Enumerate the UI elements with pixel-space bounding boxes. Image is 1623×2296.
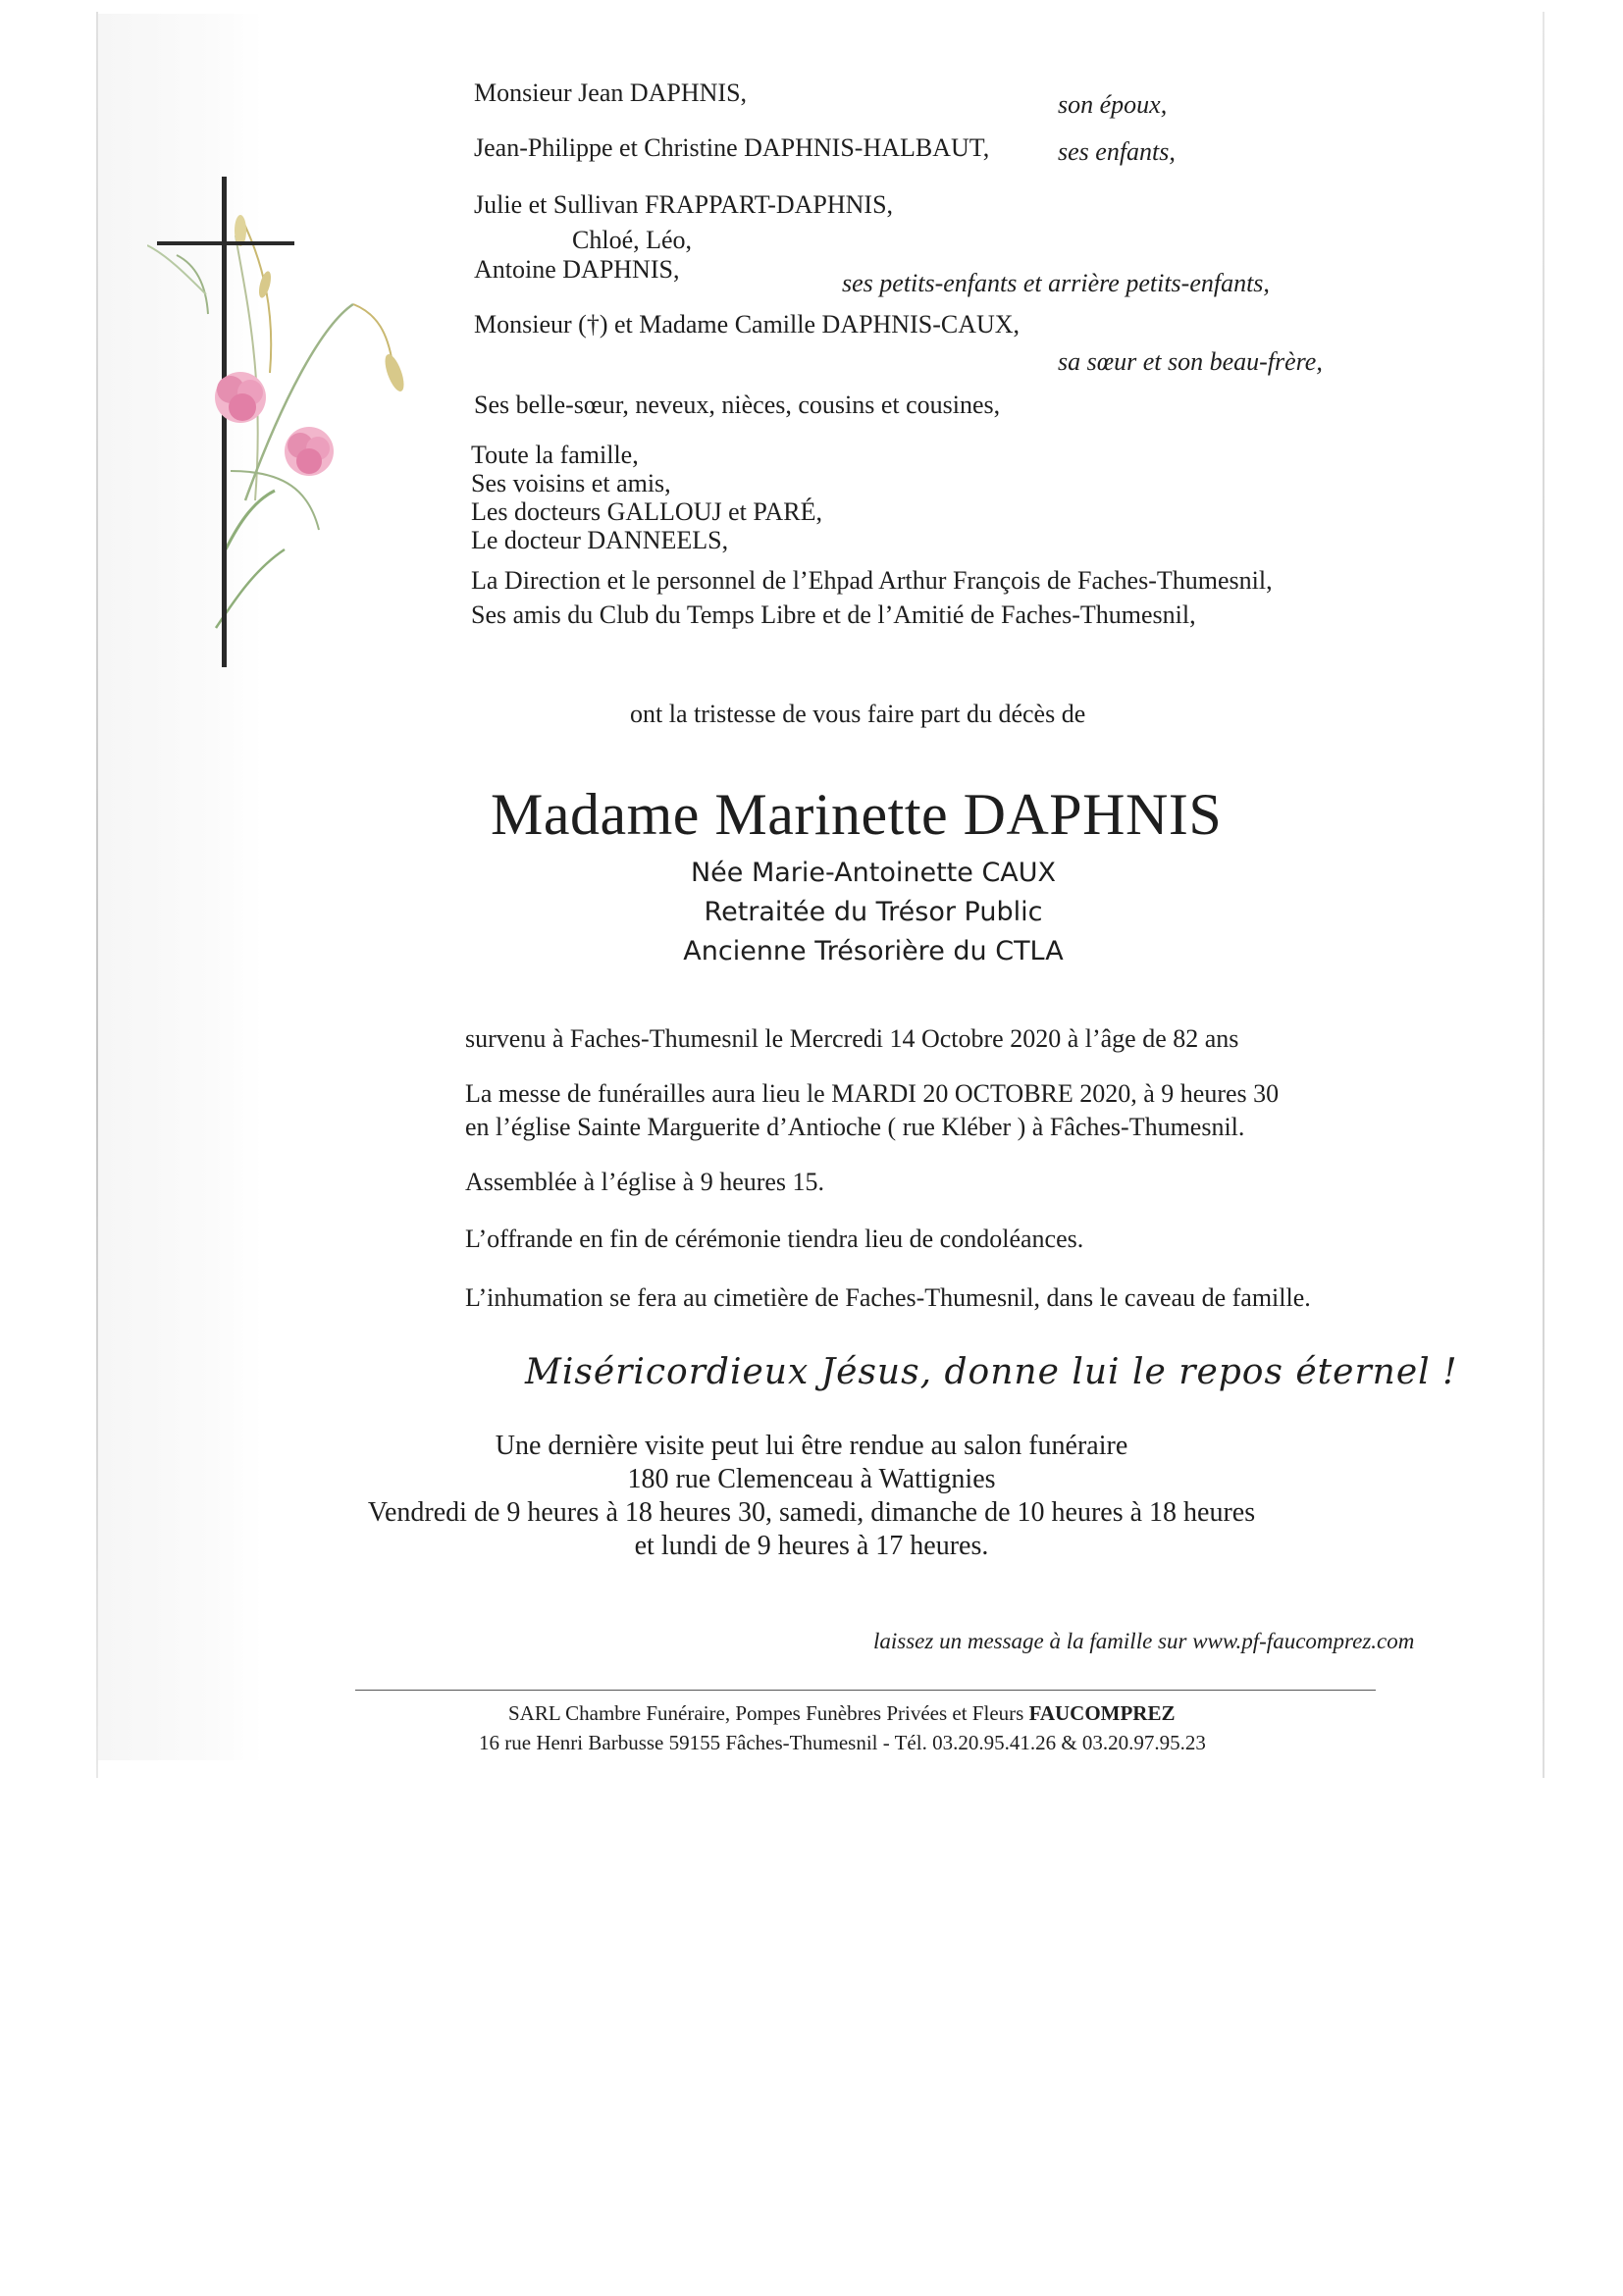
family-line-3: Julie et Sullivan FRAPPART-DAPHNIS,: [474, 190, 894, 219]
family-relation-6: sa sœur et son beau-frère,: [1058, 347, 1323, 376]
deceased-birth-name: Née Marie-Antoinette CAUX: [690, 858, 1057, 888]
announcement: ont la tristesse de vous faire part du décès de: [630, 700, 1086, 728]
footer-company-text: SARL Chambre Funéraire, Pompes Funèbres Privées et Fleurs: [508, 1701, 1024, 1725]
deceased-title-1: Retraitée du Trésor Public: [704, 897, 1043, 927]
deceased-title-2: Ancienne Trésorière du CTLA: [683, 936, 1064, 966]
prayer-text: Miséricordieux Jésus, donne lui le repos éternel !: [525, 1352, 1458, 1392]
cross-with-flowers-icon: [147, 177, 471, 687]
others-line: Le docteur DANNEELS,: [471, 526, 729, 554]
family-relation-2: ses enfants,: [1058, 137, 1176, 166]
others-line: La Direction et le personnel de l’Ehpad Arthur François de Faches-Thumesnil,: [471, 566, 1273, 595]
offering-details: L’offrande en fin de cérémonie tiendra lieu de condoléances.: [465, 1225, 1084, 1253]
deceased-name: Madame Marinette DAPHNIS: [491, 782, 1223, 847]
others-line: Ses voisins et amis,: [471, 469, 671, 497]
visit-line: et lundi de 9 heures à 17 heures.: [634, 1531, 989, 1561]
footer-divider: [355, 1690, 1376, 1691]
visit-line: 180 rue Clemenceau à Wattignies: [627, 1464, 996, 1494]
others-line: Les docteurs GALLOUJ et PARÉ,: [471, 497, 822, 526]
mass-details-2: en l’église Sainte Marguerite d’Antioche ( rue Kléber ) à Fâches-Thumesnil.: [465, 1113, 1245, 1141]
mass-details-1: La messe de funérailles aura lieu le MARDI 20 OCTOBRE 2020, à 9 heures 30: [465, 1079, 1280, 1108]
family-line-5: Antoine DAPHNIS,: [474, 255, 680, 284]
burial-details: L’inhumation se fera au cimetière de Faches-Thumesnil, dans le caveau de famille.: [465, 1283, 1311, 1312]
others-line: Toute la famille,: [471, 441, 639, 469]
website-message: laissez un message à la famille sur www.pf-faucomprez.com: [873, 1629, 1415, 1653]
family-line-2: Jean-Philippe et Christine DAPHNIS-HALBAUT,: [474, 133, 990, 162]
others-line: Ses amis du Club du Temps Libre et de l’Amitié de Faches-Thumesnil,: [471, 600, 1196, 629]
visit-line: Vendredi de 9 heures à 18 heures 30, samedi, dimanche de 10 heures à 18 heures: [367, 1497, 1256, 1528]
death-details: survenu à Faches-Thumesnil le Mercredi 14 Octobre 2020 à l’âge de 82 ans: [465, 1024, 1239, 1053]
footer-company: [508, 1701, 1176, 1726]
visit-line: Une dernière visite peut lui être rendue au salon funéraire: [495, 1431, 1128, 1461]
family-relation-1: son époux,: [1058, 90, 1168, 119]
footer-brand: FAUCOMPREZ: [1028, 1701, 1176, 1725]
family-relation-5: ses petits-enfants et arrière petits-enfants,: [842, 269, 1270, 297]
family-line-4: Chloé, Léo,: [572, 226, 693, 254]
family-line-7: Ses belle-sœur, neveux, nièces, cousins et cousines,: [474, 391, 1001, 419]
family-line-1: Monsieur Jean DAPHNIS,: [474, 78, 748, 107]
footer-address: 16 rue Henri Barbusse 59155 Fâches-Thumesnil - Tél. 03.20.95.41.26 & 03.20.97.95.23: [479, 1731, 1206, 1754]
family-line-6: Monsieur (†) et Madame Camille DAPHNIS-CAUX,: [474, 310, 1021, 339]
assembly-details: Assemblée à l’église à 9 heures 15.: [465, 1168, 825, 1196]
